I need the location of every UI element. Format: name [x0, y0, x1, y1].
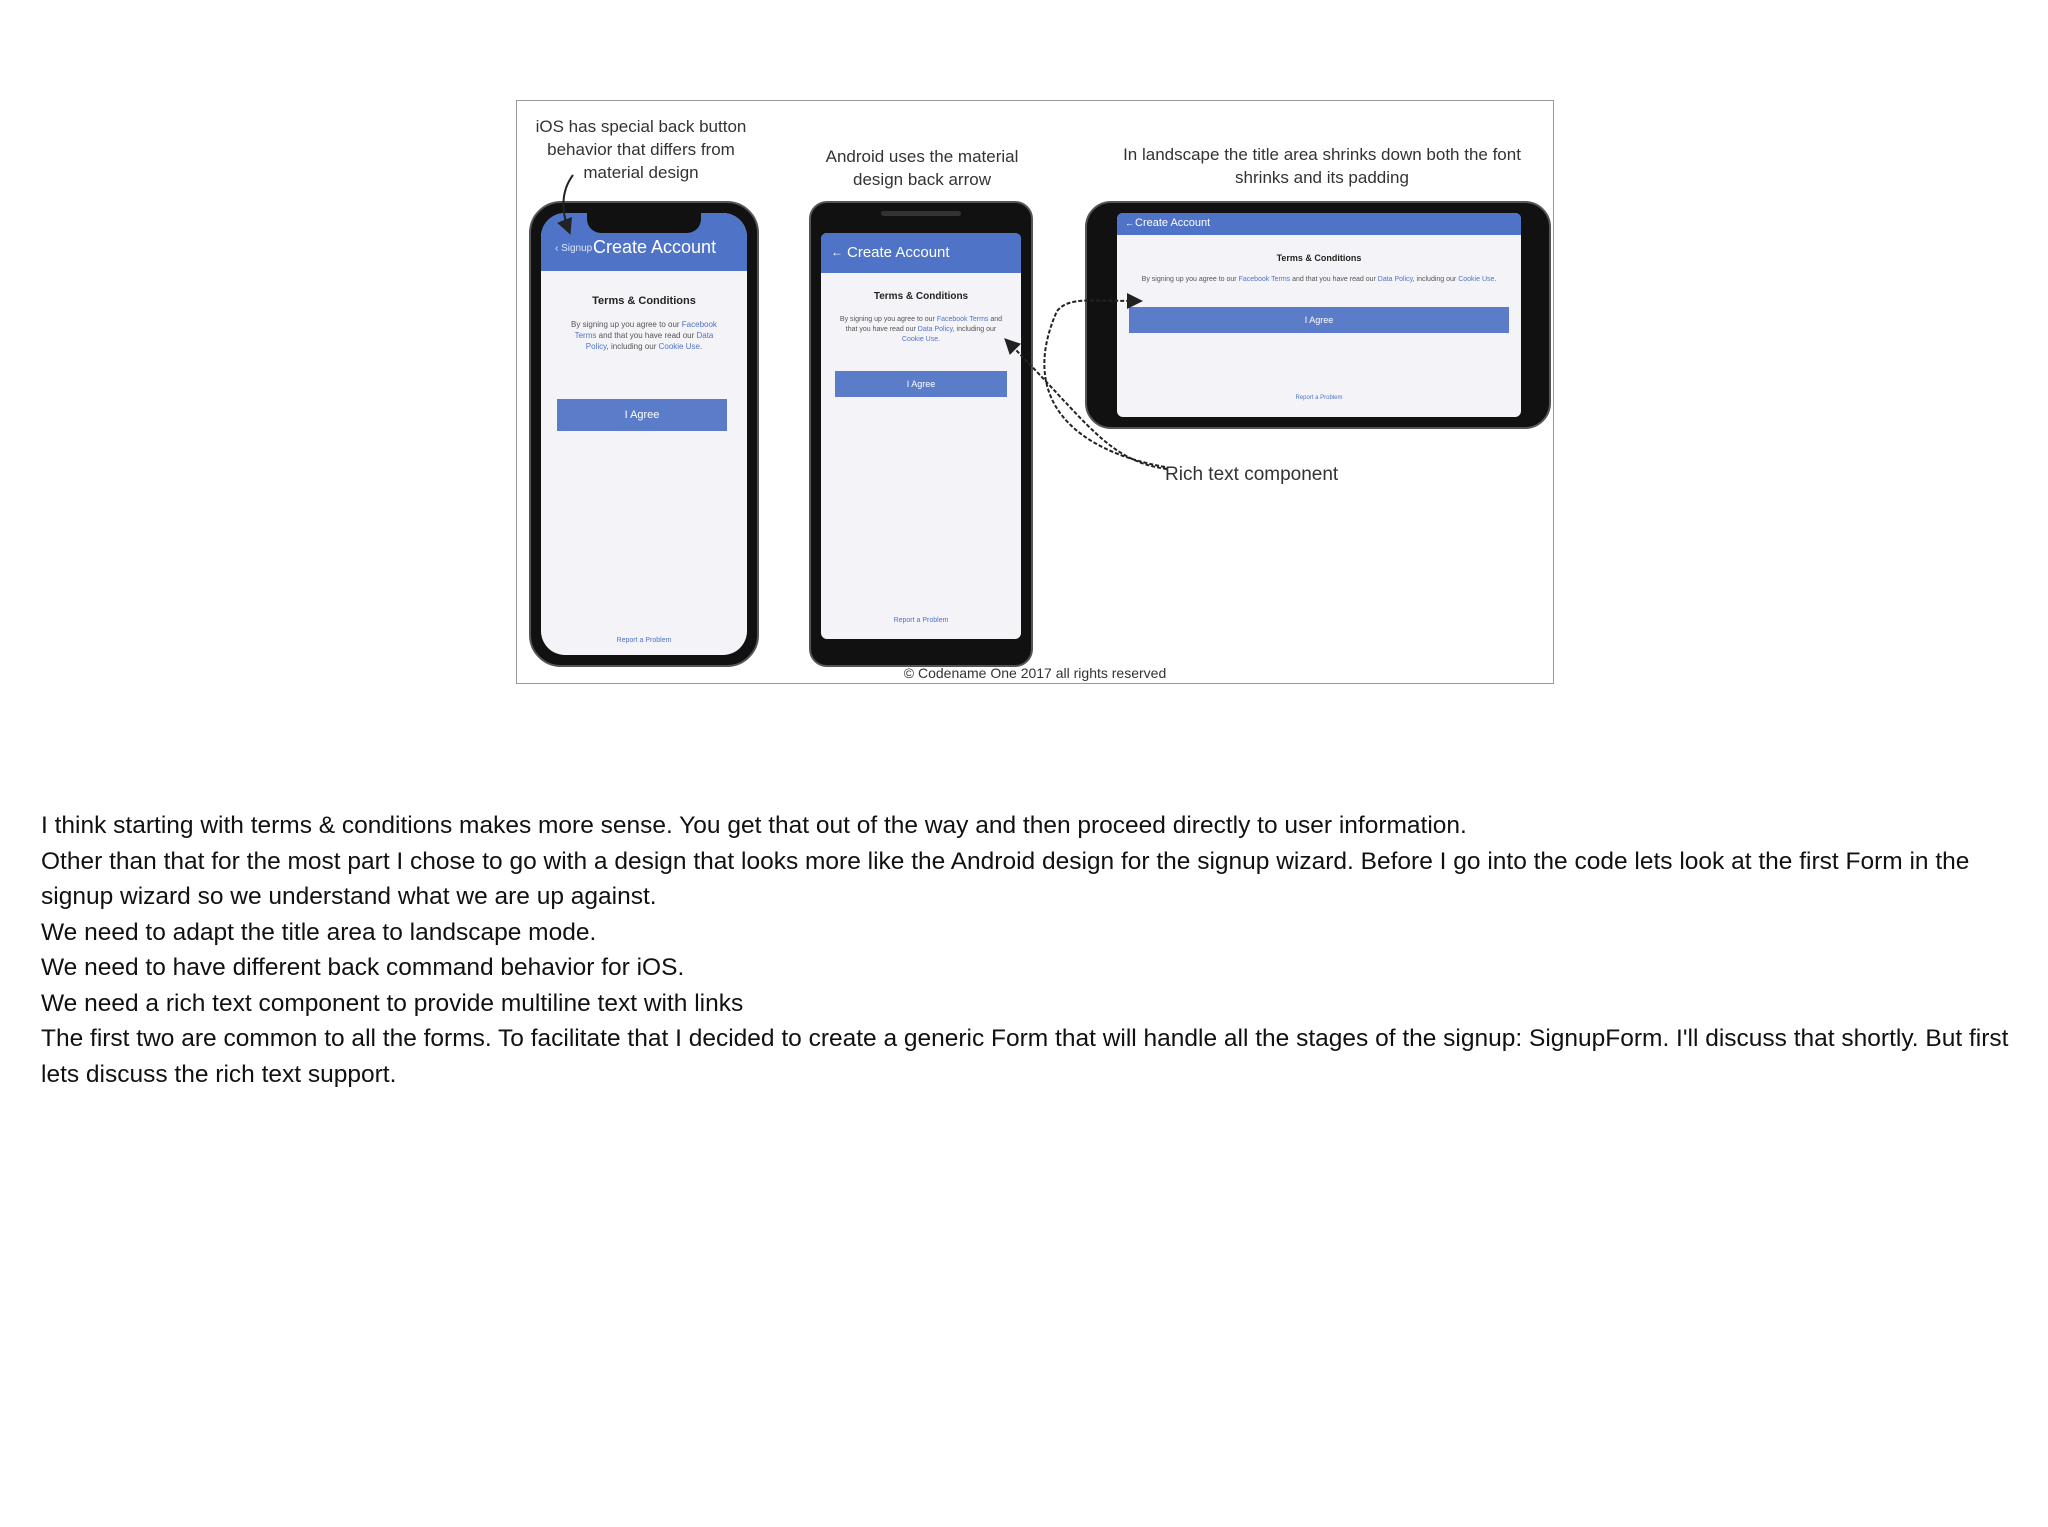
- ios-terms-text-part: , including our: [606, 342, 657, 351]
- android-title: Create Account: [847, 244, 950, 261]
- notes-paragraph: Other than that for the most part I chose to go with a design that looks more like the Android design for the signup wizard. Before I go into the code lets look at the first Form in the signup wizard so we understand what we are up against.: [41, 847, 1970, 910]
- ios-caption-line: iOS has special back button: [535, 117, 747, 136]
- notes-paragraph: We need to adapt the title area to landscape mode.: [41, 918, 597, 946]
- back-arrow-icon[interactable]: ←: [1125, 218, 1134, 228]
- ios-terms-text-part: By signing up you agree to our: [571, 320, 680, 329]
- android-terms-text-part: , including our: [952, 326, 997, 333]
- rich-text-caption: Rich text component: [1165, 464, 1339, 485]
- ios-caption-line: behavior that differs from: [547, 140, 735, 159]
- ios-terms-link[interactable]: Facebook Terms: [574, 320, 717, 340]
- speaker-notes: [41, 808, 2011, 1092]
- landscape-terms-text-part: , including our: [1412, 276, 1457, 283]
- ios-terms-text-part: .: [699, 342, 703, 351]
- ios-caption-line: material design: [583, 163, 699, 182]
- landscape-caption-line: In landscape the title area shrinks down both the font: [1123, 145, 1521, 164]
- notes-paragraph: We need to have different back command behavior for iOS.: [41, 954, 685, 981]
- android-cookie-link[interactable]: Cookie Use: [901, 336, 939, 343]
- landscape-terms-heading: Terms & Conditions: [1276, 253, 1362, 263]
- notes-paragraph: I think starting with terms & conditions makes more sense. You get that out of the way and then proceed directly to user information.: [41, 812, 1467, 839]
- android-terms-text-part: By signing up you agree to our: [839, 316, 935, 323]
- figure-copyright: © Codename One 2017 all rights reserved: [903, 665, 1167, 681]
- ios-terms-heading: Terms & Conditions: [592, 295, 696, 307]
- ios-cookie-link[interactable]: Cookie Use: [658, 342, 700, 351]
- android-terms-heading: Terms & Conditions: [873, 291, 969, 302]
- landscape-data-policy-link[interactable]: Data Policy: [1377, 276, 1413, 283]
- android-data-policy-link[interactable]: Data Policy: [917, 326, 953, 333]
- ios-title: Create Account: [593, 237, 717, 257]
- android-caption-line: design back arrow: [853, 170, 991, 189]
- rich-text-arrow-to-android: [1007, 341, 1167, 469]
- landscape-terms-text-part: .: [1494, 276, 1497, 283]
- android-report-link[interactable]: Report a Problem: [893, 617, 949, 624]
- landscape-agree-button[interactable]: I Agree: [1129, 307, 1509, 333]
- landscape-terms-link[interactable]: Facebook Terms: [1238, 276, 1291, 283]
- landscape-cookie-link[interactable]: Cookie Use: [1458, 276, 1495, 283]
- ios-data-policy-link[interactable]: Data Policy: [585, 331, 714, 351]
- android-agree-button[interactable]: I Agree: [835, 371, 1007, 397]
- annotation-arrows: [517, 101, 1554, 684]
- landscape-report-link[interactable]: Report a Problem: [1295, 395, 1343, 401]
- android-terms-text-part: .: [938, 336, 941, 343]
- phone-notch: [587, 211, 701, 233]
- landscape-terms-text-part: and that you have read our: [1292, 276, 1376, 283]
- ios-report-link[interactable]: Report a Problem: [616, 637, 672, 644]
- android-terms-link[interactable]: Facebook Terms: [936, 316, 989, 323]
- back-arrow-icon[interactable]: ←: [831, 245, 843, 259]
- notes-paragraph: The first two are common to all the forms. To facilitate that I decided to create a generic Form that will handle all the stages of the signup: SignupForm. I'll discuss that shortly. But first lets discuss the rich text support.: [41, 1025, 2009, 1088]
- slide-figure: [516, 100, 1554, 684]
- notes-paragraph: We need a rich text component to provide multiline text with links: [41, 989, 744, 1017]
- ios-terms-text-part: and that you have read our: [598, 331, 695, 340]
- ios-back-arrow-annotation: [563, 175, 573, 231]
- ios-agree-button[interactable]: I Agree: [557, 399, 727, 431]
- landscape-caption-line: shrinks and its padding: [1235, 168, 1409, 187]
- android-caption-line: Android uses the material: [825, 147, 1019, 166]
- ios-back-button[interactable]: ‹ Signup: [555, 243, 593, 254]
- android-terms-text-part: and that you have read our: [845, 316, 1003, 333]
- landscape-terms-text-part: By signing up you agree to our: [1141, 276, 1237, 283]
- landscape-title: Create Account: [1135, 217, 1211, 229]
